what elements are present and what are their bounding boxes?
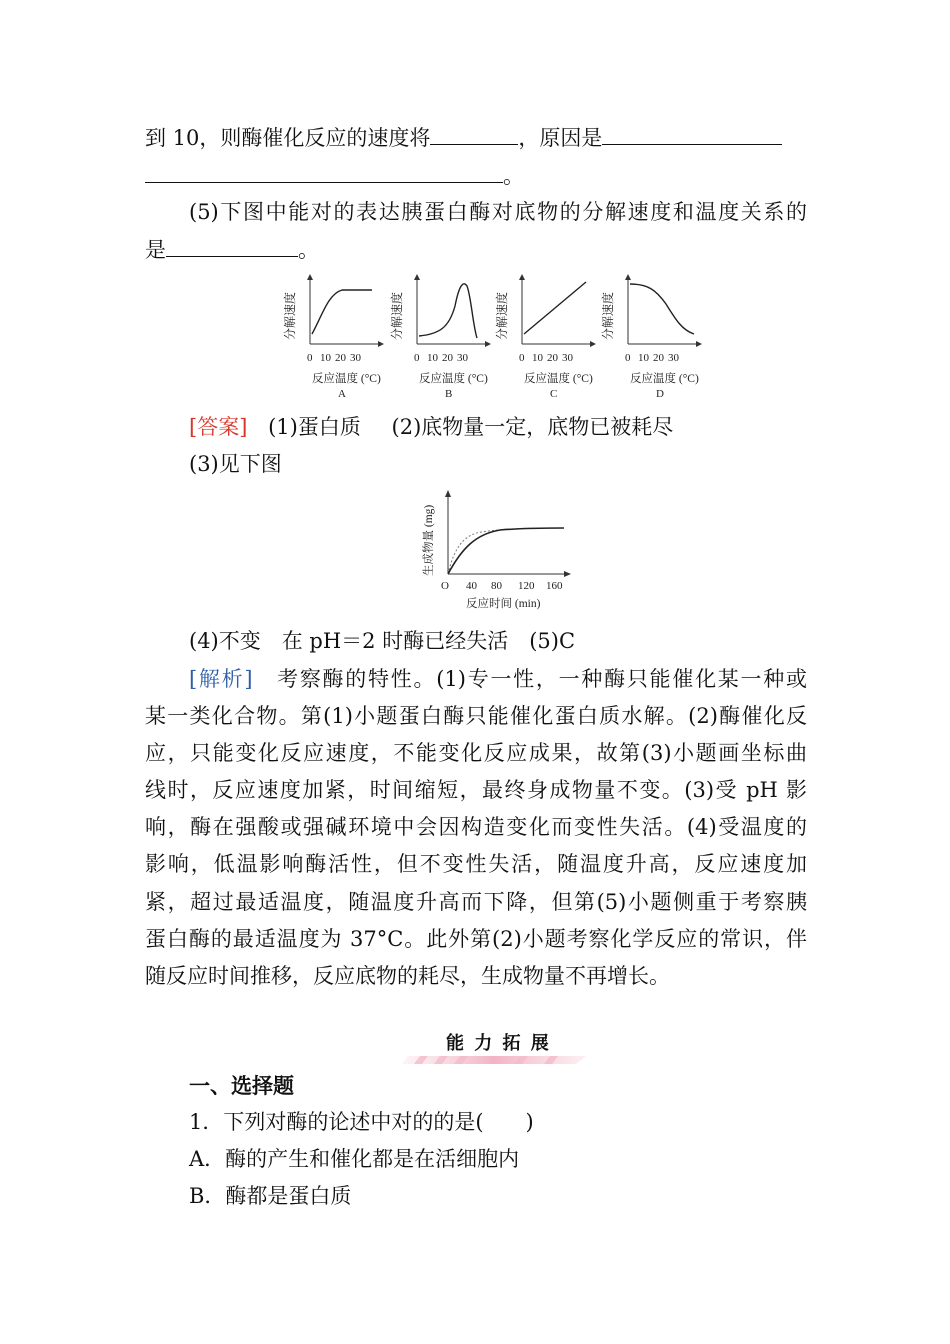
tick-label: 160	[546, 580, 563, 592]
y-axis-label: 分解速度	[601, 291, 615, 340]
panel-label: D	[656, 388, 664, 400]
curve	[524, 282, 586, 334]
y-axis-label: 生成物量 (mg)	[423, 504, 435, 576]
x-arrow	[485, 341, 491, 347]
q5-text: 是	[145, 238, 166, 262]
x-axis-label: 反应温度 (°C)	[419, 373, 488, 385]
temperature-charts	[280, 272, 710, 404]
curve	[419, 284, 477, 338]
curve	[630, 284, 694, 334]
x-arrow	[590, 341, 596, 347]
answer-2: (2)底物量一定，底物已被耗尽	[391, 415, 674, 439]
tick-label: 0	[414, 352, 420, 364]
panel-label: C	[550, 388, 558, 400]
analysis-line: 紧，超过最适温度，随温度升高而下降，但第(5)小题侧重于考察胰	[145, 890, 807, 914]
tick-label: 30	[668, 352, 679, 364]
q4-text-b: ，原因是	[518, 126, 603, 150]
q4-text-a: 到 10，则酶催化反应的速度将	[145, 126, 431, 150]
x-arrow	[696, 341, 702, 347]
tick-label: 30	[457, 352, 468, 364]
analysis-line: 应，只能变化反应速度，不能变化反应成果，故第(3)小题画坐标曲	[145, 741, 807, 765]
answer-blank-4[interactable]	[166, 236, 298, 257]
analysis-line: 线时，反应速度加紧，时间缩短，最终身成物量不变。(3)受 pH 影	[145, 778, 807, 802]
temp-chart-a	[282, 274, 384, 400]
analysis-line: 某一类化合物。第(1)小题蛋白酶只能催化蛋白质水解。(2)酶催化反	[145, 704, 807, 728]
analysis-line: 响，酶在强酸或强碱环境中会因构造变化而变性失活。(4)受温度的	[145, 815, 807, 839]
y-arrow	[414, 274, 420, 280]
tick-label: 20	[442, 352, 453, 364]
tick-label: 10	[638, 352, 649, 364]
answer-line-1	[189, 414, 673, 440]
x-axis-label: 反应时间 (min)	[466, 598, 541, 610]
q4-tail-line	[145, 124, 782, 151]
q4-tail-line-2	[145, 162, 524, 189]
answer-blank-3[interactable]	[145, 162, 503, 183]
curve-answer	[448, 528, 564, 574]
section-banner-text: 能 力 拓 展	[446, 1033, 551, 1054]
q5-line-2	[145, 236, 319, 263]
y-arrow	[625, 274, 631, 280]
curve	[312, 290, 372, 334]
x-arrow	[564, 571, 571, 577]
x-axis-label: 反应温度 (°C)	[312, 373, 381, 385]
x-arrow	[378, 341, 384, 347]
tick-label: 0	[307, 352, 313, 364]
question-1-stem: 1．下列对酶的论述中对的的是( )	[189, 1110, 534, 1134]
tick-label: 10	[320, 352, 331, 364]
y-axis-label: 分解速度	[495, 291, 509, 340]
product-amount-chart	[418, 488, 578, 614]
q4-end: 。	[503, 164, 524, 188]
tick-label: 10	[427, 352, 438, 364]
panel-label: B	[445, 388, 453, 400]
tick-label: 30	[562, 352, 573, 364]
y-arrow	[445, 490, 451, 497]
y-arrow	[307, 274, 313, 280]
tick-label: 30	[350, 352, 361, 364]
y-axis-label: 分解速度	[283, 291, 297, 340]
answer-blank-1[interactable]	[430, 124, 518, 145]
tick-label: 80	[491, 580, 502, 592]
x-axis-label: 反应温度 (°C)	[630, 373, 699, 385]
x-axis-label: 反应温度 (°C)	[524, 373, 593, 385]
answer-tag: [答案]	[189, 415, 248, 439]
tick-label: 0	[625, 352, 631, 364]
tick-label: 20	[653, 352, 664, 364]
tick-label: 40	[466, 580, 477, 592]
analysis-tag: [解析]	[189, 667, 278, 691]
tick-label: 20	[335, 352, 346, 364]
origin-label: O	[441, 580, 449, 592]
temp-chart-b	[389, 274, 491, 400]
temp-chart-c	[494, 274, 596, 400]
analysis-text: 考察酶的特性。(1)专一性，一种酶只能催化某一种或	[277, 667, 808, 691]
tick-label: 120	[518, 580, 535, 592]
y-axis-label: 分解速度	[390, 291, 404, 340]
temp-chart-d	[600, 274, 702, 400]
part-title: 一、选择题	[189, 1073, 294, 1098]
answer-blank-2[interactable]	[602, 124, 782, 145]
answer-4-5: (4)不变 在 pH＝2 时酶已经失活 (5)C	[189, 629, 576, 653]
q5-line-1: (5)下图中能对的表达胰蛋白酶对底物的分解速度和温度关系的	[189, 200, 807, 224]
analysis-line: 蛋白酶的最适温度为 37°C。此外第(2)小题考察化学反应的常识，伴	[145, 927, 807, 951]
option-b[interactable]: B．酶都是蛋白质	[189, 1184, 352, 1208]
curve-original	[448, 528, 564, 574]
answer-1: (1)蛋白质	[268, 415, 361, 439]
analysis-line: 影响，低温影响酶活性，但不变性失活，随温度升高，反应速度加	[145, 852, 807, 876]
analysis-line	[189, 666, 807, 692]
answer-3: (3)见下图	[189, 452, 282, 476]
tick-label: 10	[532, 352, 543, 364]
panel-label: A	[338, 388, 346, 400]
option-a[interactable]: A．酶的产生和催化都是在活细胞内	[189, 1147, 520, 1171]
analysis-line: 随反应时间推移，反应底物的耗尽，生成物量不再增长。	[145, 964, 670, 988]
y-arrow	[519, 274, 525, 280]
tick-label: 0	[519, 352, 525, 364]
tick-label: 20	[547, 352, 558, 364]
q5-end: 。	[298, 238, 319, 262]
